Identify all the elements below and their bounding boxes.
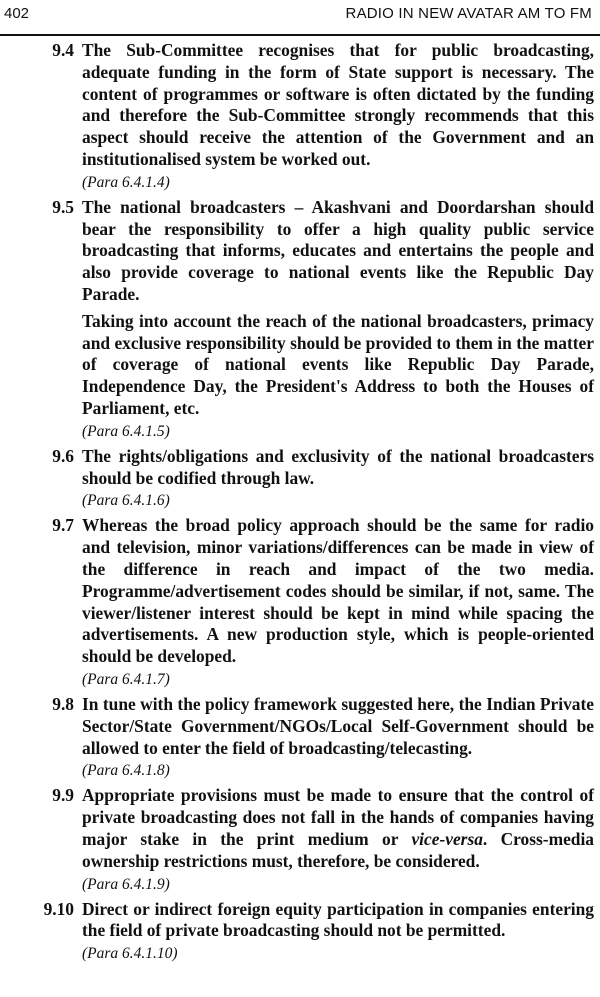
item-number: 9.7: [52, 515, 74, 536]
recommendation-item: [0, 40, 600, 193]
item-paragraph: [82, 785, 594, 872]
text-segment: Appropriate provisions must be made to ensure that the control of private broadcasting does not fall in the hands of companies having major stake in the print medium or: [82, 785, 594, 849]
item-paragraph: Taking into account the reach of the national broadcasters, primacy and exclusive responsibility should be provided to them in the matter of coverage of national events like Republic Day Parade, Independence Day, the President's Address to both the Houses of Parliament, etc.: [82, 310, 594, 418]
item-number: 9.10: [43, 898, 74, 919]
para-reference: (Para 6.4.1.10): [82, 945, 178, 963]
item-body: [82, 40, 594, 193]
recommendations-list: [0, 40, 600, 968]
recommendation-item: [0, 899, 600, 965]
item-number: 9.8: [52, 693, 74, 714]
item-body: [82, 515, 594, 690]
item-paragraph: The national broadcasters – Akashvani and Doordarshan should bear the responsibility to offer a high quality public service broadcasting that informs, educates and entertains the people and also provide coverage to national events like the Republic Day Parade.: [82, 196, 594, 304]
page-header: [0, 0, 600, 36]
item-number: 9.9: [52, 785, 74, 806]
item-paragraph: The rights/obligations and exclusivity of the national broadcasters should be codified through law.: [82, 445, 594, 488]
page-number: 402: [4, 5, 30, 22]
item-number: 9.6: [52, 445, 74, 466]
para-reference: (Para 6.4.1.7): [82, 670, 170, 688]
item-paragraph: Direct or indirect foreign equity participation in companies entering the field of private broadcasting should not be permitted.: [82, 898, 594, 941]
item-body: [82, 785, 594, 894]
item-number: 9.5: [52, 196, 74, 217]
para-reference: (Para 6.4.1.5): [82, 422, 170, 440]
recommendation-item: [0, 197, 600, 442]
item-body: [82, 197, 594, 442]
running-title: RADIO IN NEW AVATAR AM TO FM: [345, 5, 592, 22]
text-segment: . Cross-media ownership restrictions must, therefore, be considered.: [82, 828, 594, 871]
item-paragraph: The Sub-Committee recognises that for public broadcasting, adequate funding in the form of State support is necessary. The content of programmes or software is often dictated by the funding and therefore the Sub-Committee strongly recommends that this aspect should receive the attention of the Government and an institutionalised system be worked out.: [82, 40, 594, 169]
para-reference: (Para 6.4.1.9): [82, 875, 170, 893]
item-body: [82, 446, 594, 512]
item-paragraph: In tune with the policy framework suggested here, the Indian Private Sector/State Government/NGOs/Local Self-Government should be allowed to enter the field of broadcasting/telecasting.: [82, 693, 594, 758]
recommendation-item: [0, 694, 600, 781]
item-paragraph: Whereas the broad policy approach should be the same for radio and television, minor variations/differences can be made in view of the difference in reach and impact of the two media. Programme/advertisement codes should be similar, if not, same. The viewer/listener interest should be kept in mind while spacing the advertisements. A new production style, which is people-oriented should be developed.: [82, 515, 594, 667]
recommendation-item: [0, 515, 600, 690]
item-number: 9.4: [52, 40, 74, 60]
recommendation-item: [0, 446, 600, 512]
para-reference: (Para 6.4.1.6): [82, 492, 170, 510]
para-reference: (Para 6.4.1.8): [82, 762, 170, 780]
item-body: [82, 899, 594, 965]
italic-term: vice-versa: [411, 828, 483, 849]
item-body: [82, 694, 594, 781]
para-reference: (Para 6.4.1.4): [82, 173, 170, 191]
recommendation-item: [0, 785, 600, 894]
